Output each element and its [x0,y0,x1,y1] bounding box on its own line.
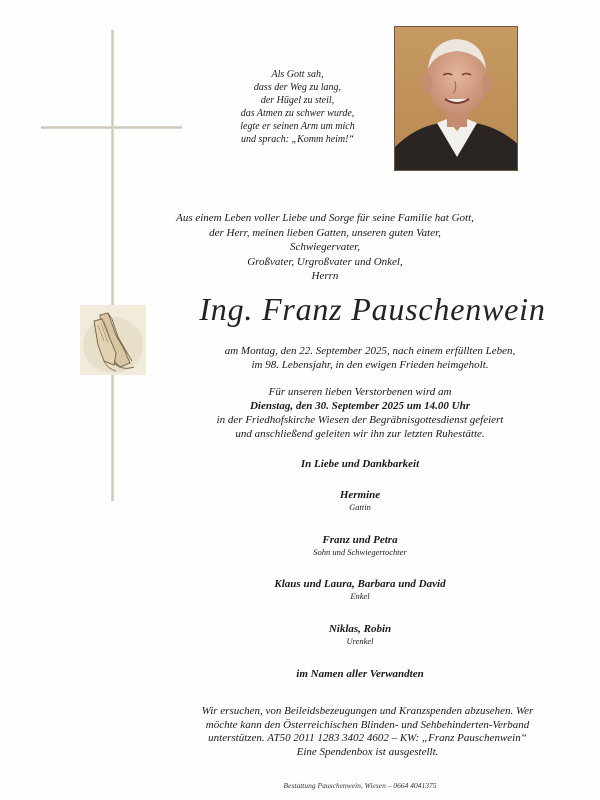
donation-line: möchte kann den Österreichischen Blinden- und Sehbehinderten-Verband [205,718,530,731]
deceased-name: Ing. Franz Pauschenwein [199,291,546,327]
death-line: im 98. Lebensjahr, in den ewigen Frieden heimgeholt. [251,359,489,371]
mourner-relation: Sohn und Schwiegertochter [313,547,407,557]
cross-horizontal-beam [41,126,182,129]
funeral-details [190,385,530,441]
donation-line: Eine Spendenbox ist ausgestellt. [296,745,439,758]
poem-line: Als Gott sah, [271,69,324,80]
mourner-names: Klaus und Laura, Barbara und David [274,578,446,590]
mourner-relation: Gattin [349,502,371,512]
mourner-names: Franz und Petra [322,534,398,546]
intro-text [175,211,475,284]
mourner-relation: Urenkel [346,636,374,646]
mourner-entry [200,578,520,602]
funeral-line: Für unseren lieben Verstorbenen wird am [268,386,452,398]
portrait-photo [394,26,518,171]
portrait-image [395,27,518,171]
donation-line: Wir ersuchen, von Beileidsbezeugungen und Kranzspenden abzusehen. Wer [201,705,534,717]
intro-line: Großvater, Urgroßvater und Onkel, [247,255,403,268]
closing-phrase: In Liebe und Dankbarkeit [300,458,420,470]
intro-line: der Herr, meinen lieben Gatten, unseren guten Vater, Schwiegervater, [209,226,441,253]
relatives-phrase: im Namen aller Verwandten [296,668,424,680]
death-notice [200,344,540,372]
death-line: am Montag, den 22. September 2025, nach einem erfüllten Leben, [224,345,516,357]
donation-request [180,705,555,759]
donation-line: unterstützen. AT50 2011 1283 3402 4602 – KW: „Franz Pauschenwein“ [208,732,527,744]
mourner-names: Hermine [339,489,381,501]
intro-line: Herrn [311,270,339,282]
poem-line: dass der Weg zu lang, [253,82,342,93]
praying-hands-icon [80,305,146,375]
funeral-line: in der Friedhofskirche Wiesen der Begräbnisgottesdienst gefeiert [216,414,504,426]
funeral-home-footer: Bestattung Pauschenwein, Wiesen – 0664 4041375 [283,781,437,790]
mourner-entry [200,623,520,647]
poem-line: das Atmen zu schwer wurde, [240,108,355,119]
mourner-entry [200,489,520,513]
cross-vertical-beam [111,30,114,501]
funeral-line: und anschließend geleiten wir ihn zur letzten Ruhestätte. [235,428,485,440]
poem-line: und sprach: „Komm heim!“ [240,134,355,145]
mourner-entry [200,534,520,558]
mourner-names: Niklas, Robin [328,623,392,635]
poem-line: legte er seinen Arm um mich [240,121,355,132]
mourner-relation: Enkel [350,591,370,601]
poem [205,68,390,146]
intro-line: Aus einem Leben voller Liebe und Sorge für seine Familie hat Gott, [176,212,474,224]
poem-line: der Hügel zu steil, [260,95,335,106]
funeral-date: Dienstag, den 30. September 2025 um 14.00 Uhr [249,400,470,412]
